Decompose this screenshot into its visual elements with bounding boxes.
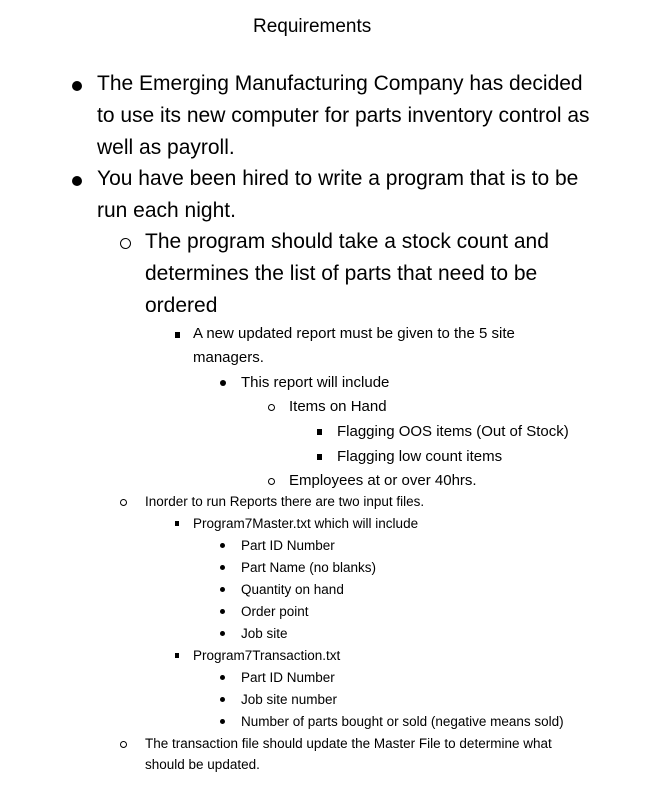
page-title: Requirements xyxy=(253,16,372,37)
paragraph-line: You have been hired to write a program that is to be xyxy=(97,167,579,190)
bullet-disc-icon xyxy=(220,719,225,724)
paragraph-line: This report will include xyxy=(241,374,390,391)
list-item: Job site number xyxy=(241,692,338,707)
list-item: Order point xyxy=(241,604,309,619)
paragraph-line: ordered xyxy=(145,294,218,317)
paragraph-line: The Emerging Manufacturing Company has decided xyxy=(97,72,583,95)
bullet-square-icon xyxy=(175,332,180,338)
bullet-disc-icon xyxy=(220,675,225,680)
bullet-disc-icon xyxy=(220,565,225,570)
paragraph-line: Employees at or over 40hrs. xyxy=(289,472,477,489)
file-name: Program7Transaction.txt xyxy=(193,648,341,663)
bullet-square-icon xyxy=(175,653,179,658)
paragraph-line: to use its new computer for parts inventory control as xyxy=(97,104,590,127)
bullet-circle-icon xyxy=(120,499,127,506)
bullet-disc-icon xyxy=(220,543,225,548)
bullet-disc-icon xyxy=(220,609,225,614)
bullet-disc-icon xyxy=(220,587,225,592)
bullet-disc-icon xyxy=(220,631,225,636)
list-item: Part Name (no blanks) xyxy=(241,560,377,575)
list-item: Job site xyxy=(241,626,288,641)
paragraph-line: determines the list of parts that need to be xyxy=(145,262,538,285)
paragraph-line: Items on Hand xyxy=(289,398,387,415)
list-item: Quantity on hand xyxy=(241,582,344,597)
paragraph-line: The transaction file should update the Master File to determine what xyxy=(145,736,552,751)
paragraph-line: A new updated report must be given to the 5 site xyxy=(193,325,515,342)
bullet-square-icon xyxy=(175,521,179,526)
list-item: Part ID Number xyxy=(241,670,335,685)
paragraph-line: should be updated. xyxy=(145,757,260,772)
file-name: Program7Master.txt which will include xyxy=(193,516,419,531)
paragraph-line: Flagging OOS items (Out of Stock) xyxy=(337,423,569,440)
bullet-disc-icon xyxy=(72,176,82,186)
paragraph-line: run each night. xyxy=(97,199,236,222)
bullet-circle-icon xyxy=(120,238,131,249)
list-item: Part ID Number xyxy=(241,538,335,553)
list-item: Number of parts bought or sold (negative means sold) xyxy=(241,714,564,729)
bullet-square-icon xyxy=(317,454,322,460)
bullet-disc-icon xyxy=(72,81,82,91)
bullet-square-icon xyxy=(317,429,322,435)
paragraph-line: managers. xyxy=(193,349,264,366)
paragraph-line: The program should take a stock count and xyxy=(145,230,549,253)
bullet-disc-icon xyxy=(220,380,226,386)
paragraph-line: Inorder to run Reports there are two input files. xyxy=(145,494,425,509)
bullet-circle-icon xyxy=(268,478,275,485)
bullet-disc-icon xyxy=(220,697,225,702)
bullet-circle-icon xyxy=(120,741,127,748)
bullet-circle-icon xyxy=(268,404,275,411)
paragraph-line: well as payroll. xyxy=(97,136,235,159)
paragraph-line: Flagging low count items xyxy=(337,448,503,465)
